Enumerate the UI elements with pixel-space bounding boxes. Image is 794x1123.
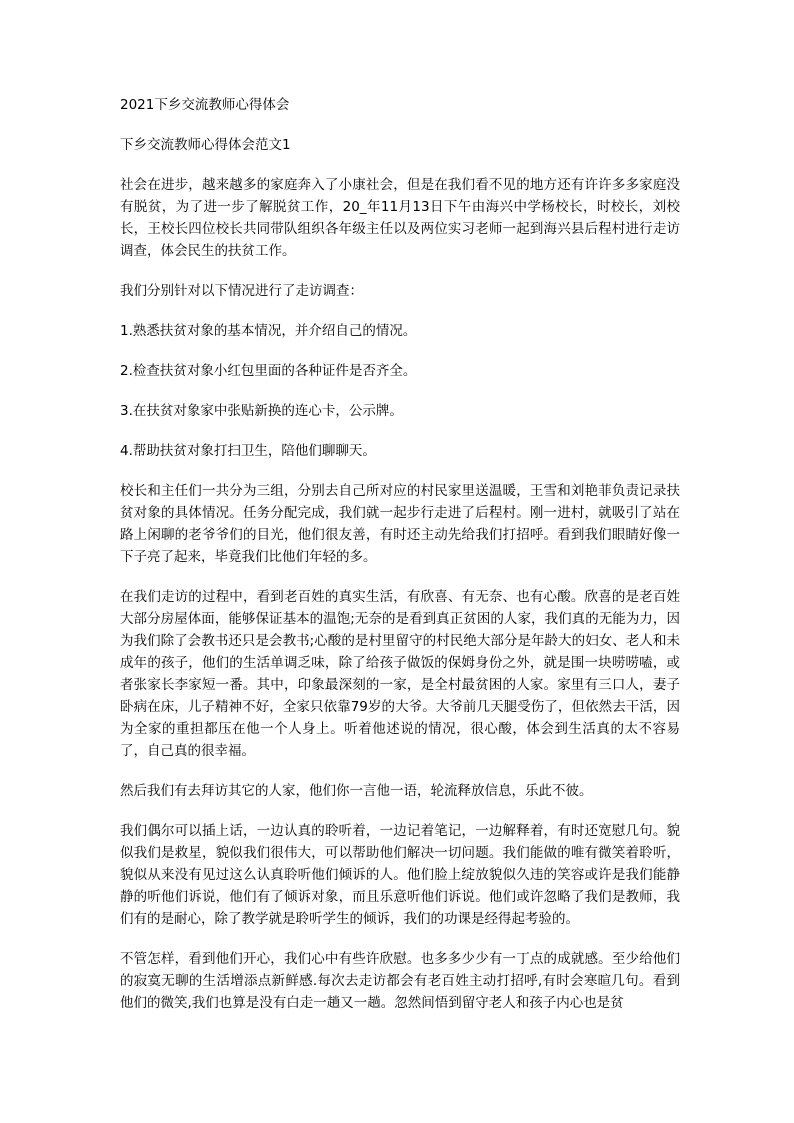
- list-item-3: 3.在扶贫对象家中张贴新换的连心卡，公示牌。: [120, 403, 403, 419]
- paragraph-intro: 社会在进步，越来越多的家庭奔入了小康社会，但是在我们看不见的地方还有许许多多家庭没有脱贫，为了进一步了解脱贫工作，20_年11月13日下午由海兴中学杨校长，时校长，刘校长，王校长四位校长共同带队组织各年级主任以及两位实习老师一起到海兴县后程村进行走访调查，体会民生的扶贫工作。: [120, 177, 680, 259]
- paragraph-other-families: 然后我们有去拜访其它的人家，他们你一言他一语，轮流释放信息，乐此不彼。: [120, 783, 593, 799]
- list-item-1: 1.熟悉扶贫对象的基本情况，并介绍自己的情况。: [120, 323, 417, 339]
- paragraph-groups: 校长和主任们一共分为三组，分别去自己所对应的村民家里送温暖，王雪和刘艳菲负责记录扶贫对象的具体情况。任务分配完成，我们就一起步行走进了后程村。刚一进村，就吸引了站在路上闲聊的老爷爷们的目光，他们很友善，有时还主动先给我们打招呼。看到我们眼睛好像一下子亮了起来，毕竟我们比他们年轻的多。: [120, 483, 680, 565]
- paragraph-conclusion: 不管怎样，看到他们开心，我们心中有些许欣慰。也多多少少有一丁点的成就感。至少给他们的寂寞无聊的生活增添点新鲜感.每次去走访都会有老百姓主动打招呼,有时会寒暄几句。看到他们的微笑,我们也算是没有白走一趟又一趟。忽然间悟到留守老人和孩子内心也是贫: [120, 951, 680, 1011]
- paragraph-survey-heading: 我们分别针对以下情况进行了走访调查：: [120, 283, 363, 299]
- paragraph-listening: 我们偶尔可以插上话，一边认真的聆听着，一边记着笔记，一边解释着，有时还宽慰几句。貌似我们是救星，貌似我们很伟大，可以帮助他们解决一切问题。我们能做的唯有微笑着聆听，貌似从来没有见过这么认真聆听他们倾诉的人。他们脸上绽放貌似久违的笑容或许是我们能静静的听他们诉说，他们有了倾诉对象，而且乐意听他们诉说。他们或许忽略了我们是教师，我们有的是耐心，除了教学就是聆听学生的倾诉，我们的功课是经得起考验的。: [120, 823, 680, 927]
- list-item-4: 4.帮助扶贫对象打扫卫生，陪他们聊聊天。: [120, 443, 376, 459]
- paragraph-visit-process: 在我们走访的过程中，看到老百姓的真实生活，有欣喜、有无奈、也有心酸。欣喜的是老百姓大部分房屋体面，能够保证基本的温饱;无奈的是看到真正贫困的人家，我们真的无能为力，因为我们除了会教书还只是会教书;心酸的是村里留守的村民绝大部分是年龄大的妇女、老人和未成年的孩子，他们的生活单调乏味，除了给孩子做饭的保姆身份之外，就是围一块唠唠嗑，或者张家长李家短一番。其中，印象最深刻的一家，是全村最贫困的人家。家里有三口人，妻子卧病在床，儿子精神不好，全家只依靠79岁的大爷。大爷前几天腿受伤了，但依然去干活，因为全家的重担都压在他一个人身上。听着他述说的情况，很心酸，体会到生活真的太不容易了，自己真的很幸福。: [120, 589, 680, 759]
- document-subtitle: 下乡交流教师心得体会范文1: [120, 137, 291, 153]
- document-title: 2021下乡交流教师心得体会: [120, 97, 290, 113]
- document-page: [120, 94, 680, 1014]
- list-item-2: 2.检查扶贫对象小红包里面的各种证件是否齐全。: [120, 363, 417, 379]
